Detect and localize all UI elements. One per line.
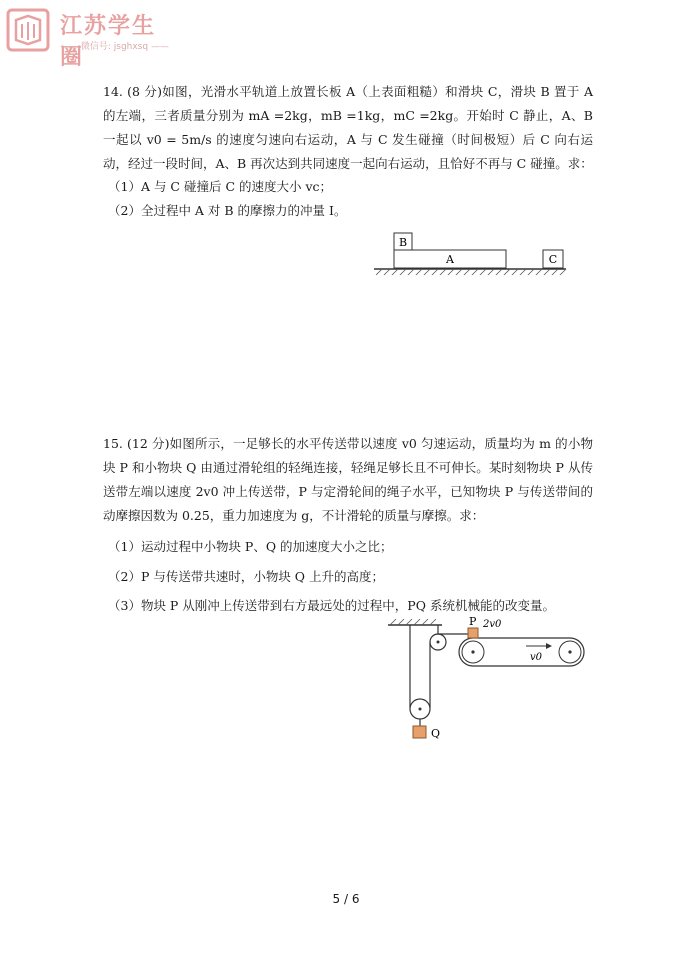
question-14-part-2: （2）全过程中 A 对 B 的摩擦力的冲量 I。 [108,203,347,218]
question-15-part-3: （3）物块 P 从刚冲上传送带到右方最远处的过程中，PQ 系统机械能的改变量。 [108,598,555,613]
question-15-text: 15. (12 分)如图所示，一足够长的水平传送带以速度 v0 匀速运动，质量均为 m 的小物块 P 和小物块 Q 由通过滑轮组的轻绳连接，轻绳足够长且不可伸长。某时刻物块 P 从传送带左端以速度 2v0 冲上传送带，P 与定滑轮间的绳子水平，已知物块 P 与传送带间的动摩擦因数为 0.25，重力加速度为 g，不计滑轮的质量与摩擦。求： [103,436,593,523]
left-roller-axle [471,650,474,653]
watermark-logo [6,6,176,70]
moving-pulley-axle [419,708,422,711]
question-14-text: 14. (8 分)如图，光滑水平轨道上放置长板 A（上表面粗糙）和滑块 C，滑块 B 置于 A 的左端，三者质量分别为 mA =2kg，mB =1kg，mC =2kg。开始时 C 静止，A、B 一起以 v0 = 5m/s 的速度匀速向右运动，A 与 C 发生碰撞（时间极短）后 C 向右运动，经过一段时间，A、B 再次达到共同速度一起向右运动，且恰好不再与 C 碰撞。求： [103,84,593,171]
ceiling-hatching [390,619,436,625]
question-15-part-2: （2）P 与传送带共速时，小物块 Q 上升的高度； [108,569,385,584]
arrow-head-icon [546,643,552,649]
label-v0: v0 [530,652,543,663]
label-c: C [548,253,558,266]
question-15-part-1: （1）运动过程中小物块 P、Q 的加速度大小之比； [108,539,393,554]
label-b: B [398,236,408,249]
label-a: A [446,253,454,266]
right-roller-axle [568,650,571,653]
page-number: 5 / 6 [332,892,360,906]
label-p: P [469,615,477,628]
fixed-pulley-axle [437,641,440,644]
block-q [413,726,426,738]
question-14-part-1: （1）A 与 C 碰撞后 C 的速度大小 vc； [108,179,333,194]
block-p [468,628,478,638]
logo-icon [6,8,50,52]
label-q: Q [431,727,441,740]
track-hatching [376,269,566,275]
watermark-title: 江苏学生圈 [60,14,157,70]
watermark-subtitle: —— 微信号: jsghxsq —— [60,42,169,52]
label-2v0: 2v0 [483,619,502,630]
question-14-figure [370,228,570,278]
question-15-figure [380,612,595,742]
